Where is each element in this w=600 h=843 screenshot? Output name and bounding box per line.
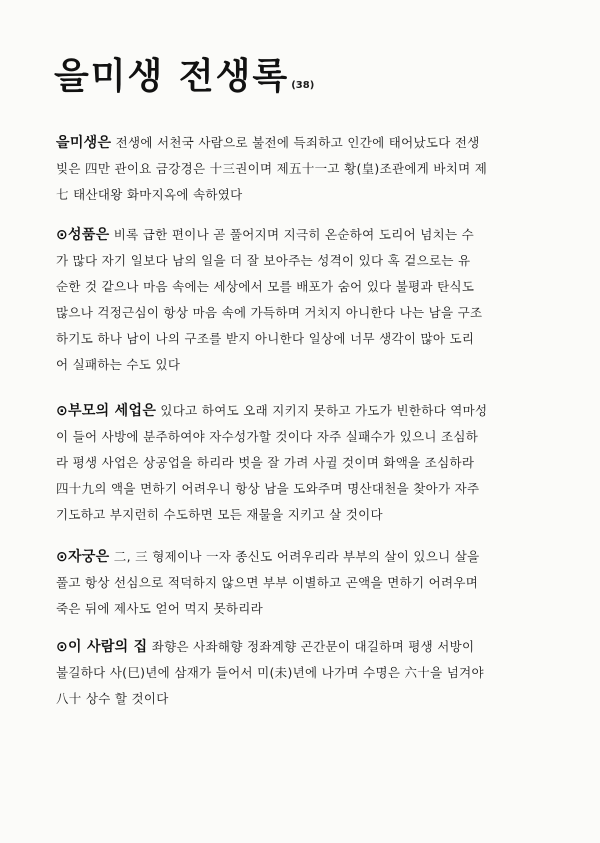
section-heading: ⊙이 사람의 집 xyxy=(56,639,148,655)
text-line xyxy=(56,450,568,476)
text-line xyxy=(56,660,568,686)
text-line xyxy=(56,222,568,248)
section-heading: ⊙성품은 xyxy=(56,227,110,243)
text-line xyxy=(56,352,568,378)
body-text: 비록 급한 편이나 곧 풀어지며 지극히 온순하여 도리어 넘치는 수 xyxy=(109,227,475,242)
page-title xyxy=(54,48,314,99)
body-text: 四十九의 액을 면하기 어려우니 항상 남을 도와주며 명산대천을 찾아가 자주 xyxy=(56,481,480,496)
body-text: 가 많다 자기 일보다 남의 일을 더 잘 보아주는 성격이 있다 혹 겉으로는 유 xyxy=(56,253,471,268)
body-text: 기도하고 부지런히 수도하면 모든 재물을 지키고 살 것이다 xyxy=(56,507,383,522)
body-text: 어 실패하는 수도 있다 xyxy=(56,357,181,372)
section-heading: 을미생은 xyxy=(56,135,112,151)
section-house xyxy=(56,634,568,712)
section-personality xyxy=(56,222,568,378)
text-line xyxy=(56,274,568,300)
text-line xyxy=(56,502,568,528)
section-children xyxy=(56,544,568,622)
text-line xyxy=(56,156,568,182)
body-text: 하기도 하나 남이 나의 구조를 받지 아니한다 일상에 너무 생각이 많아 도리 xyxy=(56,331,475,346)
text-line xyxy=(56,476,568,502)
section-heading: ⊙자궁은 xyxy=(56,549,110,565)
text-line xyxy=(56,596,568,622)
body-text: 많으나 걱정근심이 항상 마음 속에 가득하며 거치지 아니한다 나는 남을 구조 xyxy=(56,305,483,320)
text-line xyxy=(56,326,568,352)
title-number: (38) xyxy=(291,80,315,91)
body-text: 빚은 四만 관이요 금강경은 十三권이며 제五十一고 황(皇)조관에게 바치며 제 xyxy=(56,161,488,176)
body-text: 전생에 서천국 사람으로 불전에 득죄하고 인간에 태어났도다 전생 xyxy=(111,135,480,150)
section-parents-inheritance xyxy=(56,398,568,528)
body-text: 있다고 하여도 오래 지키지 못하고 가도가 빈한하다 역마성 xyxy=(156,403,488,418)
body-text: 七 태산대왕 화마지옥에 속하였다 xyxy=(56,187,243,202)
text-line xyxy=(56,544,568,570)
text-line xyxy=(56,130,568,156)
text-line xyxy=(56,248,568,274)
body-text: 二, 三 형제이나 一자 종신도 어려우리라 부부의 살이 있으니 살을 xyxy=(109,549,480,564)
text-line xyxy=(56,424,568,450)
body-text: 이 들어 사방에 분주하여야 자수성가할 것이다 자주 실패수가 있으니 조심하 xyxy=(56,429,479,444)
text-line xyxy=(56,300,568,326)
body-text: 풀고 항상 선심으로 적덕하지 않으면 부부 이별하고 곤액을 면하기 어려우며 xyxy=(56,575,479,590)
text-line xyxy=(56,570,568,596)
body-text: 불길하다 사(巳)년에 삼재가 들어서 미(未)년에 나가며 수명은 六十을 넘겨야 xyxy=(56,665,484,680)
text-line xyxy=(56,686,568,712)
body-text: 좌향은 사좌해향 정좌계향 곤간문이 대길하며 평생 서방이 xyxy=(147,639,475,654)
text-line xyxy=(56,398,568,424)
body-text: 八十 상수 할 것이다 xyxy=(56,691,169,706)
body-text: 죽은 뒤에 제사도 얻어 먹지 못하리라 xyxy=(56,601,263,616)
title-text: 을미생 전생록 xyxy=(54,56,290,97)
text-line xyxy=(56,634,568,660)
section-past-life xyxy=(56,130,568,208)
text-line xyxy=(56,182,568,208)
body-text: 라 평생 사업은 상공업을 하리라 벗을 잘 가려 사귈 것이며 화액을 조심하라 xyxy=(56,455,475,470)
section-heading: ⊙부모의 세업은 xyxy=(56,403,157,419)
body-text: 순한 것 같으나 마음 속에는 세상에서 모를 배포가 숨어 있다 불평과 탄식도 xyxy=(56,279,475,294)
